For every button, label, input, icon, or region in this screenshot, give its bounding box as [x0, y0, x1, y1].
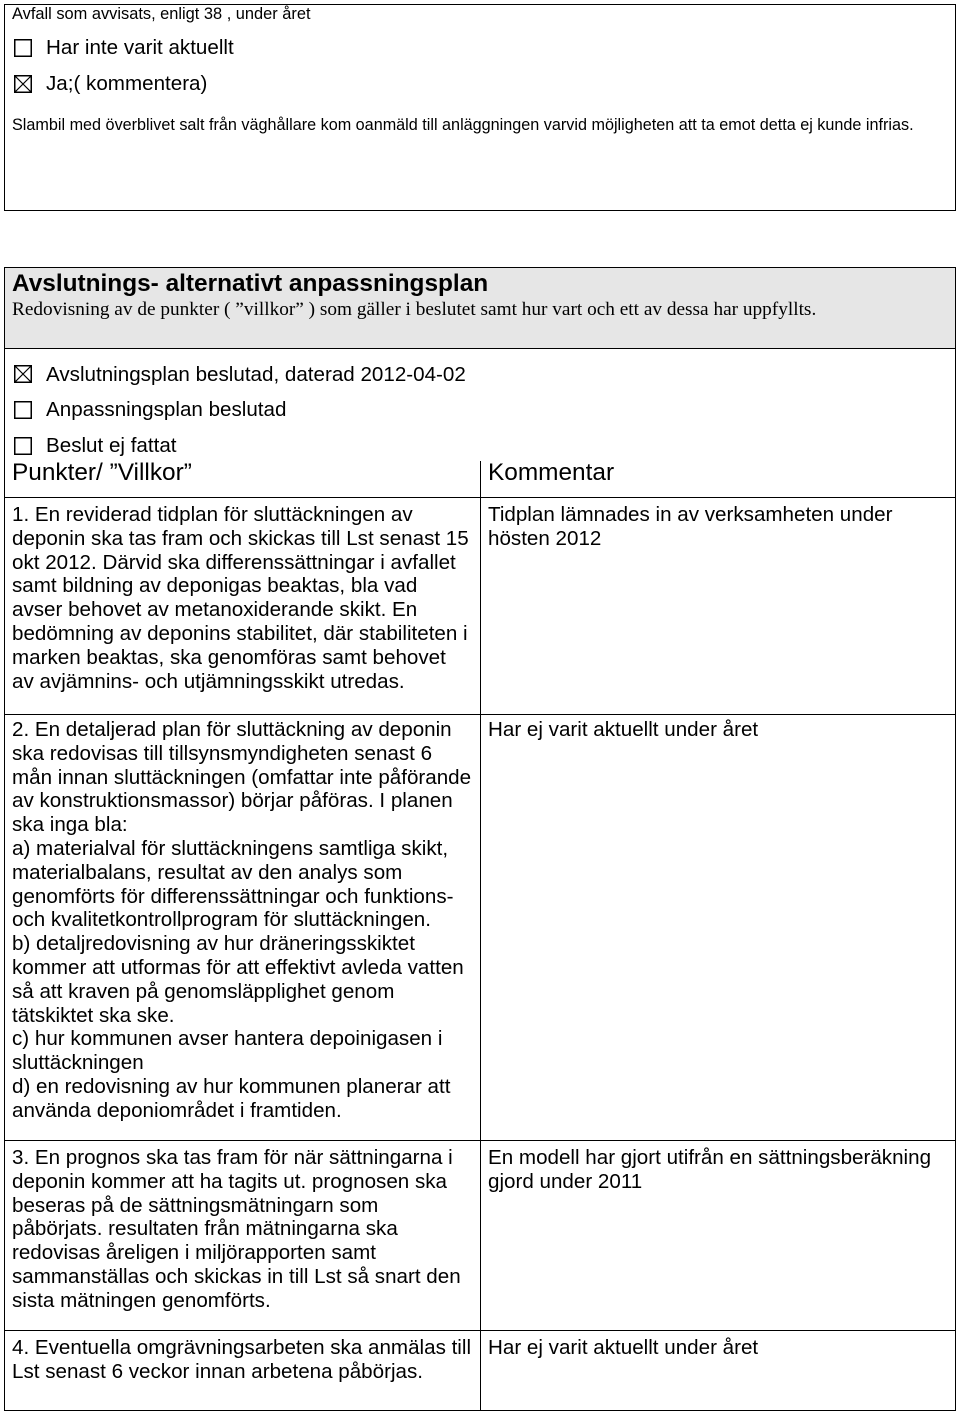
condition-line: deponin kommer att ha tagits ut. prognosen ska [12, 1169, 448, 1193]
condition-cell [12, 1146, 461, 1313]
waste-comment-text: Slambil med överblivet salt från väghållare kom oanmäld till anläggningen varvid möjligheten att ta emot detta ej kunde infrias. [12, 116, 914, 134]
condition-line: okt 2012. Därvid ska differenssättningar i avfallet [12, 550, 456, 574]
checkbox-not-applicable[interactable] [14, 39, 32, 57]
condition-line: materialbalans, resultat av den analys som [12, 860, 403, 884]
checkbox-label-no-decision: Beslut ej fattat [46, 434, 177, 457]
row-divider [4, 497, 956, 498]
waste-section-title: Avfall som avvisats, enligt 38 , under året [12, 5, 311, 23]
comment-cell [488, 718, 758, 742]
condition-line: d) en redovisning av hur kommunen planerar att [12, 1074, 451, 1098]
condition-line: sista mätningen genomförts. [12, 1288, 271, 1312]
checkbox-no-decision[interactable] [14, 437, 32, 455]
condition-line: samt bildning av deponigas beaktas, bla vad [12, 574, 418, 598]
condition-line: 1. En reviderad tidplan för sluttäckningen av [12, 503, 413, 526]
checkbox-icon [14, 75, 32, 93]
condition-line: av konstruktionsmassor) börjar påföras. I planen [12, 789, 453, 813]
condition-line: 4. Eventuella omgrävningsarbeten ska anmälas till [12, 1336, 472, 1359]
checkbox-yes-comment[interactable] [14, 75, 32, 93]
column-divider [480, 461, 481, 1410]
checkbox-label-not-applicable: Har inte varit aktuellt [46, 36, 234, 59]
condition-line: sammanställas och skickas in till Lst så snart den [12, 1264, 461, 1288]
condition-line: c) hur kommunen avser hantera depoinigasen i [12, 1027, 443, 1051]
condition-line: mån innan sluttäckningen (omfattar inte påförande [12, 765, 472, 789]
checkbox-icon [14, 39, 32, 57]
comment-line: hösten 2012 [488, 526, 602, 550]
comment-line: Tidplan lämnades in av verksamheten under [488, 503, 893, 526]
checkbox-icon [14, 437, 32, 455]
condition-line: så att kraven på genomsläpplighet genom [12, 979, 395, 1003]
condition-line: deponin ska tas fram och skickas till Lst senast 15 [12, 526, 469, 550]
condition-line: b) detaljredovisning av hur dräneringsskiktet [12, 932, 415, 956]
condition-cell [12, 718, 471, 1123]
row-divider [4, 1330, 956, 1331]
comment-cell [488, 503, 892, 551]
row-divider [4, 714, 956, 715]
condition-line: använda deponiområdet i framtiden. [12, 1098, 342, 1122]
condition-line: 3. En prognos ska tas fram för när sättningarna i [12, 1146, 453, 1169]
condition-line: sluttäckningen [12, 1051, 144, 1075]
checkbox-label-yes-comment: Ja;( kommentera) [46, 72, 208, 95]
condition-line: bedömning av deponins stabilitet, där stabiliteten i [12, 621, 468, 645]
condition-line: av avjämnins- och utjämningsskikt utredas. [12, 669, 405, 693]
column-header-comment: Kommentar [488, 459, 615, 486]
checkbox-icon [14, 401, 32, 419]
row-divider [4, 1140, 956, 1141]
condition-line: påbörjats. resultaten från mätningarna ska [12, 1217, 398, 1241]
condition-line: marken beaktas, ska genomföras samt behovet [12, 645, 446, 669]
condition-line: beseras på de sättningsmätningarn som [12, 1193, 379, 1217]
plan-section-title: Avslutnings- alternativt anpassningsplan [12, 270, 489, 297]
condition-line: och kvalitetkontrollprogram för sluttäckningen. [12, 908, 431, 932]
condition-line: genomförts för differenssättningar och funktions- [12, 884, 454, 908]
plan-section-subtitle: Redovisning av de punkter ( ”villkor” ) som gäller i beslutet samt hur vart och ett av dessa har uppfyllts. [12, 299, 817, 320]
condition-line: tätskiktet ska ske. [12, 1003, 175, 1027]
column-header-conditions: Punkter/ ”Villkor” [12, 459, 192, 486]
condition-line: avser behovet av metanoxiderande skikt. En [12, 598, 418, 622]
checkbox-closure-plan-decided[interactable] [14, 365, 32, 383]
comment-line: gjord under 2011 [488, 1169, 643, 1193]
condition-line: Lst senast 6 veckor innan arbetena påbörjas. [12, 1359, 423, 1383]
condition-line: a) materialval för sluttäckningens samtliga skikt, [12, 836, 449, 860]
checkbox-icon [14, 365, 32, 383]
comment-cell [488, 1146, 931, 1194]
comment-line: Har ej varit aktuellt under året [488, 1336, 759, 1359]
condition-cell [12, 503, 469, 693]
condition-cell [12, 1336, 471, 1384]
checkbox-adaptation-plan-decided[interactable] [14, 401, 32, 419]
checkbox-label-closure-plan-decided: Avslutningsplan beslutad, daterad 2012-04-02 [46, 363, 466, 386]
comment-cell [488, 1336, 758, 1360]
checkbox-label-adaptation-plan-decided: Anpassningsplan beslutad [46, 398, 287, 421]
condition-line: 2. En detaljerad plan för sluttäckning av deponin [12, 718, 452, 741]
condition-line: ska inga bla: [12, 813, 128, 837]
comment-line: En modell har gjort utifrån en sättningsberäkning [488, 1146, 932, 1169]
condition-line: ska redovisas till tillsynsmyndigheten senast 6 [12, 741, 433, 765]
comment-line: Har ej varit aktuellt under året [488, 718, 759, 741]
condition-line: redovisas åreligen i miljörapporten samt [12, 1241, 376, 1265]
condition-line: kommer att utformas för att effektivt avleda vatten [12, 955, 464, 979]
